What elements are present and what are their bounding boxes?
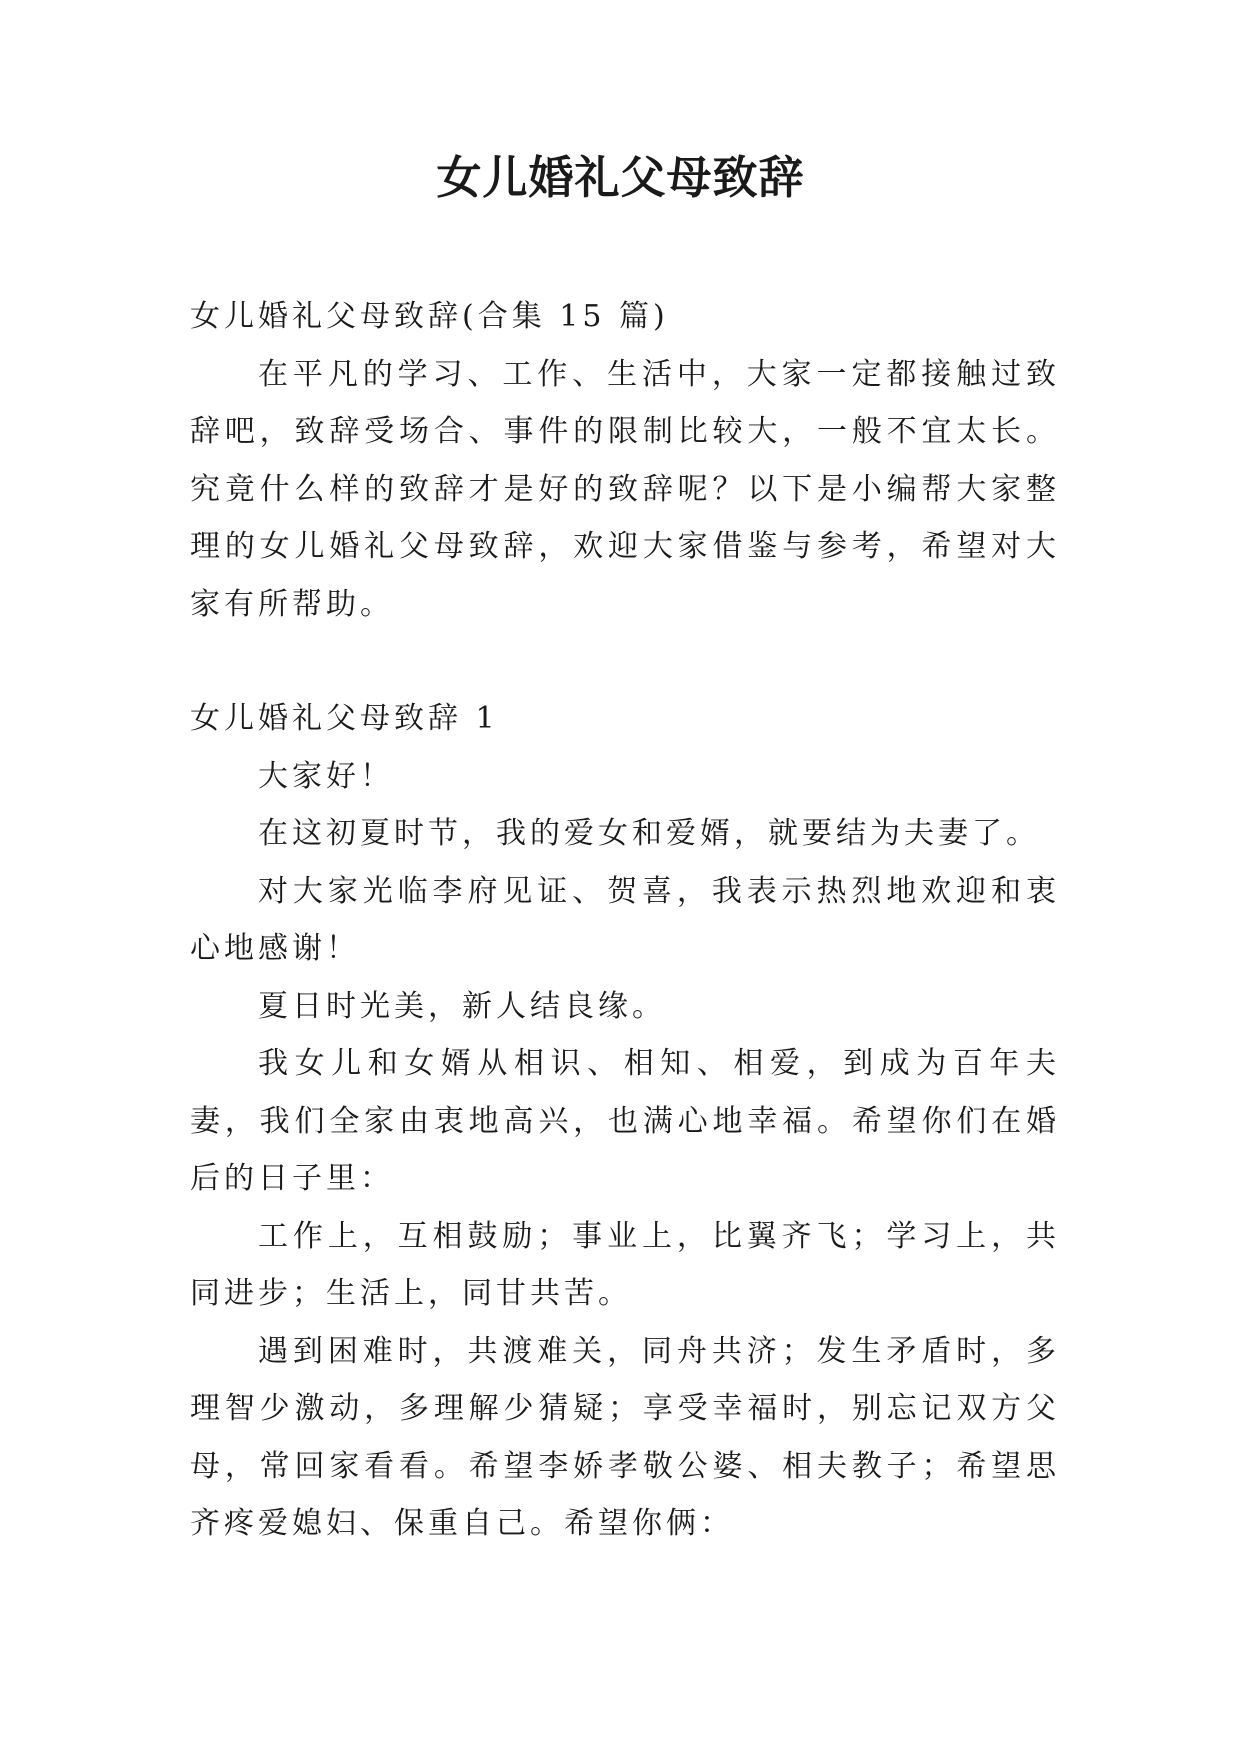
intro-paragraph: 在平凡的学习、工作、生活中，大家一定都接触过致辞吧，致辞受场合、事件的限制比较大，一般不宜太长。究竟什么样的致辞才是好的致辞呢？以下是小编帮大家整理的女儿婚礼父母致辞，欢迎大家借鉴与参考，希望对大家有所帮助。 xyxy=(190,356,1060,622)
speech-paragraph: 大家好！ xyxy=(258,758,394,794)
document-title: 女儿婚礼父母致辞 xyxy=(436,151,805,204)
speech-paragraph: 遇到困难时，共渡难关，同舟共济；发生矛盾时，多理智少激动，多理解少猜疑；享受幸福时，别忘记双方父母，常回家看看。希望李娇孝敬公婆、相夫教子；希望思齐疼爱媳妇、保重自己。希望你俩： xyxy=(190,1333,1060,1541)
speech-paragraph: 我女儿和女婿从相识、相知、相爱，到成为百年夫妻，我们全家由衷地高兴，也满心地幸福。希望你们在婚后的日子里： xyxy=(190,1046,1060,1196)
speech-paragraph: 对大家光临李府见证、贺喜，我表示热烈地欢迎和衷心地感谢！ xyxy=(190,873,1060,966)
speech-paragraph: 工作上，互相鼓励；事业上，比翼齐飞；学习上，共同进步；生活上，同甘共苦。 xyxy=(190,1218,1060,1311)
speech-paragraph: 夏日时光美，新人结良缘。 xyxy=(258,988,666,1024)
document-body xyxy=(190,288,1060,1553)
speech-paragraph: 在这初夏时节，我的爱女和爱婿，就要结为夫妻了。 xyxy=(258,816,1040,851)
section-heading: 女儿婚礼父母致辞 1 xyxy=(190,701,499,736)
document-subtitle: 女儿婚礼父母致辞(合集 15 篇) xyxy=(190,299,669,334)
